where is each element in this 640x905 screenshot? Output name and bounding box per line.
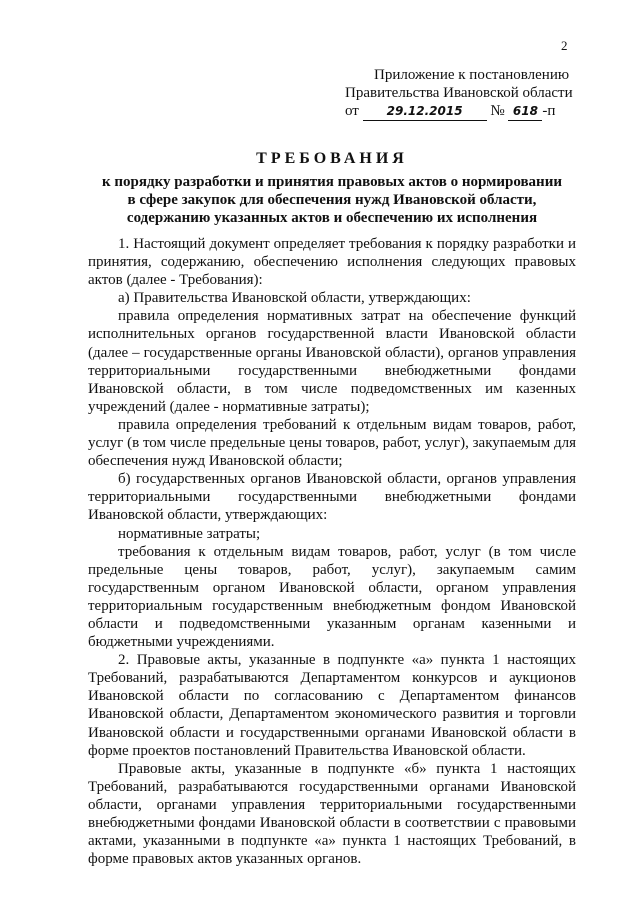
paragraph: Правовые акты, указанные в подпункте «б» пункта 1 настоящих Требований, разрабатываются государственными органами Ивановской области, органами управления территориальными государственными внебюджетными фондами Ивановской области в соответствии с правовыми актами, указанными в подпункте «а» пункта 1 настоящих Требований, в форме правовых актов указанных органов. — [88, 760, 576, 868]
paragraph: б) государственных органов Ивановской области, органов управления территориальными государственными внебюджетными фондами Ивановской области, утверждающих: — [88, 471, 576, 524]
paragraph: нормативные затраты; — [118, 525, 261, 542]
handwritten-number: 618 — [508, 102, 542, 121]
document-body — [88, 235, 576, 868]
number-suffix: -п — [542, 103, 556, 119]
paragraph: а) Правительства Ивановской области, утверждающих: — [118, 290, 471, 307]
appendix-line-2: Правительства Ивановской области — [345, 85, 573, 101]
paragraph: 1. Настоящий документ определяет требования к порядку разработки и принятия, содержанию, обеспечению исполнения следующих правовых актов (далее - Требования): — [88, 236, 576, 289]
date-prefix: от — [345, 103, 359, 119]
title-subtitle-2: в сфере закупок для обеспечения нужд Ивановской области, — [127, 192, 537, 208]
paragraph: 2. Правовые акты, указанные в подпункте «а» пункта 1 настоящих Требований, разрабатываются Департаментом конкурсов и аукционов Ивановской области по согласованию с Департаментом финансов Ивановской области, Департаментом экономического развития и торговли Ивановской области и государственными органами Ивановской области в форме проектов постановлений Правительства Ивановской области. — [88, 652, 576, 759]
paragraph: правила определения нормативных затрат на обеспечение функций исполнительных органов государственной власти Ивановской области (далее – государственные органы Ивановской области), органов управления территориальными государственными внебюджетными фондами Ивановской области, в том числе подведомственных им казенных учреждений (далее - нормативные затраты); — [88, 308, 576, 415]
handwritten-date: 29.12.2015 — [363, 102, 487, 121]
paragraph: требования к отдельным видам товаров, работ, услуг (в том числе предельные цены товаров, работ, услуг), закупаемым самим государственным органом Ивановской области, органом управления территориальным государственным внебюджетным фондом Ивановской области и подведомственными указанным органам казенными и бюджетными учреждениями. — [88, 543, 576, 651]
number-prefix: № — [490, 103, 505, 119]
title-subtitle-3: содержанию указанных актов и обеспечению их исполнения — [126, 210, 538, 226]
title-subtitle-1: к порядку разработки и принятия правовых актов о нормировании — [102, 174, 562, 190]
page-number: 2 — [561, 38, 568, 53]
document-title: ТРЕБОВАНИЯ — [256, 150, 408, 167]
appendix-date-line — [345, 102, 585, 121]
appendix-line-1: Приложение к постановлению — [374, 67, 570, 83]
document-title-block — [88, 149, 576, 227]
paragraph: правила определения требований к отдельным видам товаров, работ, услуг (в том числе предельные цены товаров, работ, услуг), закупаемым для обеспечения нужд Ивановской области; — [88, 416, 576, 470]
appendix-header — [345, 66, 585, 121]
